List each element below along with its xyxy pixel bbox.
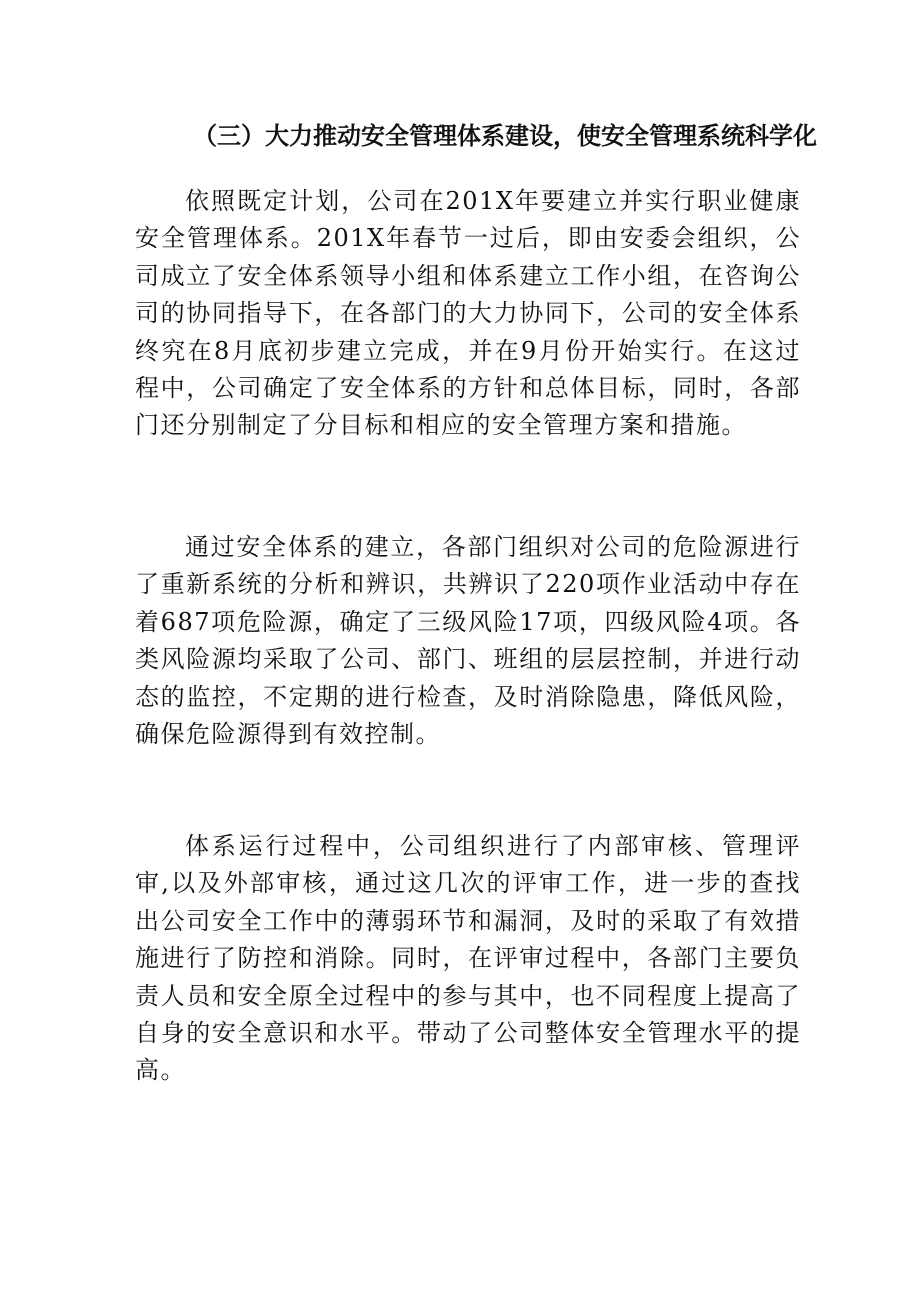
section-heading: （三）大力推动安全管理体系建设，使安全管理系统科学化 — [193, 121, 817, 150]
paragraph-1: 依照既定计划，公司在201X年要建立并实行职业健康安全管理体系。201X年春节一过后，即由安委会组织，公司成立了安全体系领导小组和体系建立工作小组，在咨询公司的协同指导下，在各部门的大力协同下，公司的安全体系终究在8月底初步建立完成，并在9月份开始实行。在这过程中，公司确定了安全体系的方针和总体目标，同时，各部门还分别制定了分目标和相应的安全管理方案和措施。 — [135, 187, 801, 440]
paragraph-2: 通过安全体系的建立，各部门组织对公司的危险源进行了重新系统的分析和辨识，共辨识了220项作业活动中存在着687项危险源，确定了三级风险17项，四级风险4项。各类风险源均采取了公司、部门、班组的层层控制，并进行动态的监控，不定期的进行检查，及时消除隐患，降低风险，确保危险源得到有效控制。 — [135, 533, 801, 749]
paragraph-3: 体系运行过程中，公司组织进行了内部审核、管理评审,以及外部审核，通过这几次的评审工作，进一步的查找出公司安全工作中的薄弱环节和漏洞，及时的采取了有效措施进行了防控和消除。同时，在评审过程中，各部门主要负责人员和安全原全过程中的参与其中，也不同程度上提高了自身的安全意识和水平。带动了公司整体安全管理水平的提高。 — [135, 832, 801, 1085]
